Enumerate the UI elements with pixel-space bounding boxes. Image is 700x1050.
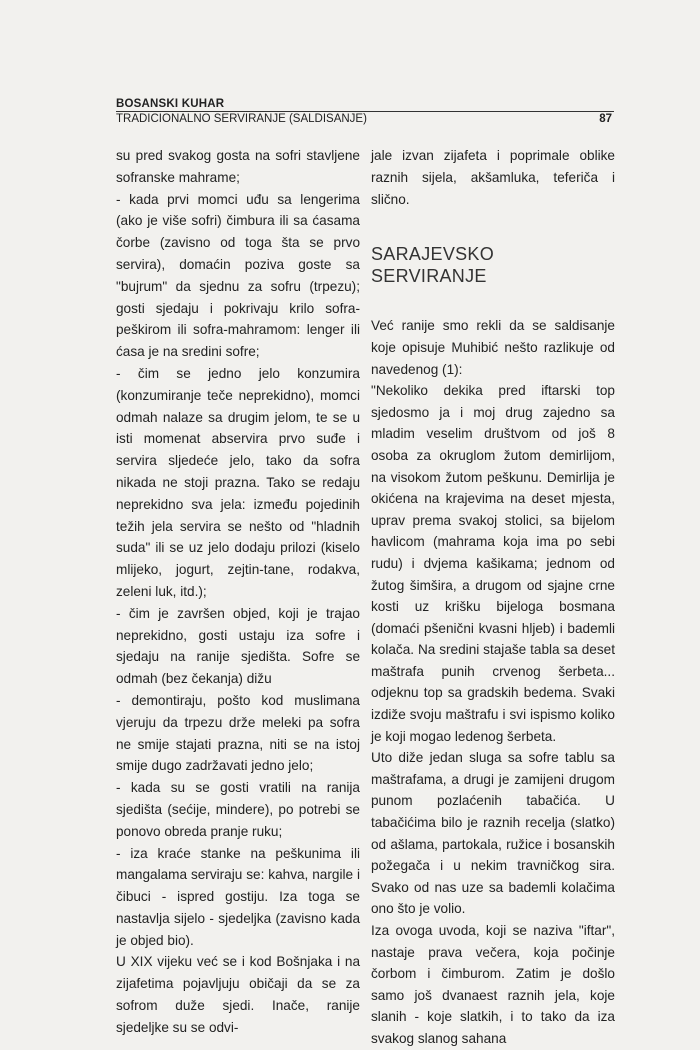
paragraph: jale izvan zijafeta i poprimale oblike raznih sijela, akšamluka, teferiča i slično. [371, 148, 615, 207]
paragraph: - kada su se gosti vratili na ranija sjedišta (sećije, mindere), po potrebi se ponovo obreda pranje ruku; [116, 780, 360, 839]
paragraph: - čim se jedno jelo konzumira (konzumiranje teče neprekidno), momci odmah nalaze sa drugim jelom, te se u isti momenat abservira prvo suđe i servira sljedeće jelo, tako da sofra nikada ne stoji prazna. Tako se redaju neprekidno sva jela: između pojedinih težih jela servira se nešto od "hladnih suda" ili se uz jelo dodaju prilozi (kiselo mlijeko, jogurt, zejtin-tane, rodakva, zeleni luk, itd.); [116, 365, 360, 599]
paragraph: su pred svakog gosta na sofri stavljene sofranske mahrame; [116, 148, 360, 185]
paragraph: "Nekoliko dekika pred iftarski top sjedosmo ja i moj drug zajedno sa mladim veselim društvom od još 8 osoba za okruglom žutom demirlijom, na visokom žutom peškunu. Demirlija je okićena na krajevima na deset mjesta, uprav prema svakoj stolici, sa bijelom havlicom (mahrama koja ima po sebi rudu) i dvjema kašikama; jednom od žutog šimšira, a drugom od sjajne crne kosti uz krišku bijeloga bosmana (domaći pšenični kvasni hljeb) i bademli kolača. Na sredini stajaše tabla sa deset maštrafa punih crvenog šerbeta... odjeknu top sa gradskih bedema. Svaki izdiže svoju maštrafu i svi ispismo koliko je koji mogao ledenog šerbeta. [371, 383, 615, 744]
chapter-title: TRADICIONALNO SERVIRANJE (SALDISANJE) [116, 113, 367, 125]
right-column [371, 145, 615, 1050]
paragraph: - demontiraju, pošto kod muslimana vjeruju da trpezu drže meleki pa sofra ne smije stajati prazna, niti se na istoj smije dugo zadržavati jedno jelo; [116, 692, 360, 774]
paragraph: Uto diže jedan sluga sa sofre tablu sa maštrafama, a drugi je zamijeni drugom punom pozlaćenih tabačića. U tabačićima bilo je raznih recelja (slatko) od ašlama, partokala, ružice i bosanskih požegača i u nekim travničkog sira. Svako od nas uze sa bademli kolačima ono što je volio. [371, 750, 615, 917]
section-heading: SARAJEVSKO SERVIRANJE [371, 244, 495, 287]
paragraph: - iza kraće stanke na peškunima ili mangalama serviraju se: kahva, nargile i čibuci - ispred gostiju. Iza toga se nastavlja sijelo - sjedeljka (zavisno kada je objed bio). [116, 845, 360, 948]
left-column [116, 145, 360, 1039]
paragraph: Iza ovoga uvoda, koji se naziva "iftar", nastaje prava večera, koja počinje čorbom i čimburom. Zatim je došlo samo još dvanaest raznih jela, koje slanih - koje slatkih, i to tako da iza svakog slanog sahana [371, 923, 615, 1046]
paragraph: U XIX vijeku već se i kod Bošnjaka i na zijafetima pojavljuju običaji da se za sofrom duže sjedi. Inače, ranije sjedeljke su se odvi- [116, 954, 360, 1035]
book-title: BOSANSKI KUHAR [116, 98, 225, 110]
running-header [116, 98, 614, 127]
paragraph: - kada prvi momci uđu sa lengerima (ako je više sofri) čimbura ili sa ćasama čorbe (zavisno od toga šta se prvo servira), domaćin poziva goste sa "bujrum" da sjednu za sofru (trpezu); gosti sjedaju i pokrivaju krilo sofra-peškirom ili sofra-mahramom: lenger ili ćasa je na sredini sofre; [116, 191, 360, 360]
page-number: 87 [599, 113, 612, 125]
paragraph: - čim je završen objed, koji je trajao neprekidno, gosti ustaju iza sofre i sjedaju na ranije sjedišta. Sofre se odmah (bez čekanja) dižu [116, 605, 360, 687]
paragraph: Već ranije smo rekli da se saldisanje koje opisuje Muhibić nešto razlikuje od navedenog (1): [371, 318, 615, 377]
